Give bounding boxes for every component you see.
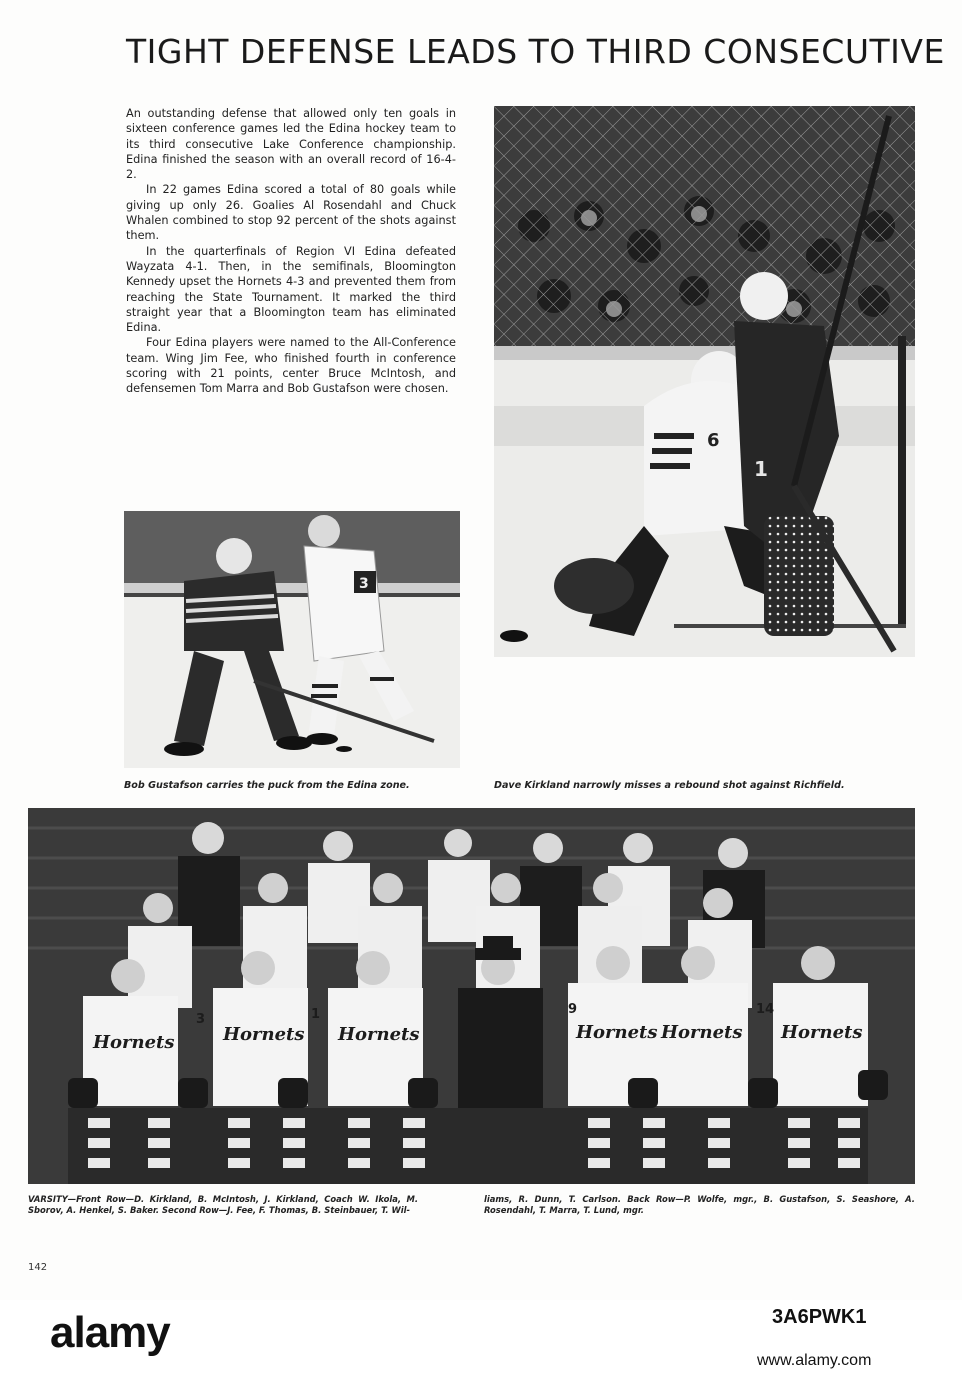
article-paragraph-1: An outstanding defense that allowed only ten goals in sixteen conference games led the Edina hockey team to its third consecutive Lake Conference championship. Edina finished the season with an overall record of 16-4-2.: [126, 107, 456, 182]
jersey-number-6: 6: [707, 430, 720, 451]
article-paragraph-2: In 22 games Edina scored a total of 80 goals while giving up only 26. Goalies Al Rosendahl and Chuck Whalen combined to stop 92 percent of the shots against them.: [126, 183, 456, 243]
team-jersey-number-9: 9: [568, 1002, 578, 1017]
jersey-script-1: Hornets: [93, 1032, 175, 1053]
photo-puck-carry: [124, 511, 460, 768]
article-paragraph-3: In the quarterfinals of Region VI Edina defeated Wayzata 4-1. Then, in the semifinals, Bloomington Kennedy upset the Hornets 4-3 and prevented them from reaching the State Tournament. It marked the third straight year that a Bloomington team has eliminated Edina.: [126, 244, 456, 335]
team-jersey-number-3: 3: [196, 1012, 206, 1027]
team-jersey-number-1: 1: [311, 1007, 321, 1022]
article-paragraph-4: Four Edina players were named to the All-Conference team. Wing Jim Fee, who finished fourth in conference scoring with 21 points, center Bruce McIntosh, and defensemen Tom Marra and Bob Gustafson were chosen.: [126, 336, 456, 396]
jersey-number-1: 1: [754, 457, 768, 481]
jersey-number-3: 3: [359, 576, 369, 592]
article-body: [126, 106, 456, 397]
team-caption-right: liams, R. Dunn, T. Carlson. Back Row—P. Wolfe, mgr., B. Gustafson, S. Seashore, A. Rosendahl, T. Marra, T. Lund, mgr.: [484, 1194, 915, 1215]
jersey-script-4: Hornets: [576, 1022, 658, 1043]
team-jersey-number-14: 14: [756, 1002, 775, 1017]
caption-goalie-save: Dave Kirkland narrowly misses a rebound shot against Richfield.: [494, 780, 845, 791]
headline: TIGHT DEFENSE LEADS TO THIRD CONSECUTIVE: [126, 32, 945, 71]
team-caption-left: VARSITY—Front Row—D. Kirkland, B. McIntosh, J. Kirkland, Coach W. Ikola, M. Sborov, A. Henkel, S. Baker. Second Row—J. Fee, F. Thomas, B. Steinbauer, T. Wil-: [28, 1194, 418, 1215]
watermark-logo: alamy: [50, 1308, 170, 1357]
photo-goalie-save: [494, 106, 915, 657]
jersey-script-6: Hornets: [781, 1022, 863, 1043]
watermark-url: www.alamy.com: [757, 1352, 872, 1369]
watermark-image-id: 3A6PWK1: [772, 1306, 867, 1328]
page-number: 142: [28, 1262, 48, 1273]
caption-puck-carry: Bob Gustafson carries the puck from the Edina zone.: [124, 780, 410, 791]
jersey-script-5: Hornets: [661, 1022, 743, 1043]
photo-varsity-team: [28, 808, 915, 1184]
jersey-script-2: Hornets: [223, 1024, 305, 1045]
jersey-script-3: Hornets: [338, 1024, 420, 1045]
